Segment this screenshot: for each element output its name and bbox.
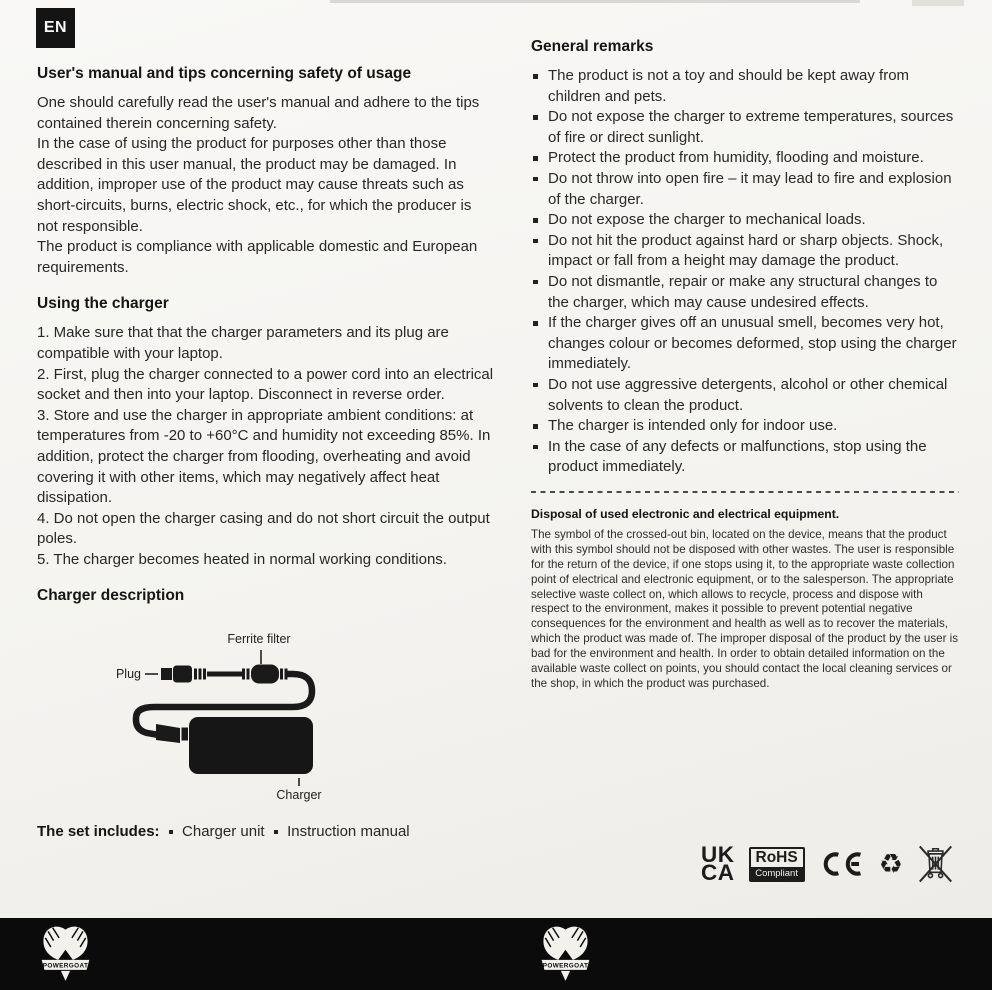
remarks-section-title: General remarks <box>531 38 654 55</box>
left-column <box>37 63 495 840</box>
ukca-line: CA <box>701 860 735 885</box>
safety-section-title: User's manual and tips concerning safety of usage <box>37 65 412 82</box>
using-step: 1. Make sure that that the charger parameters and its plug are compatible with your laptop. <box>37 324 449 362</box>
disposal-paragraph: The symbol of the crossed-out bin, located on the device, means that the product with this symbol should not be disposed with other wastes. The user is responsible for the return of the device, if one stops using it, to the appropriate waste collection point of electrical and electronic equipment, or to the salesperson. The appropriate selective waste collect on, which allows to recycle, process and dispose with respect to the environment, makes it possible to prevent potential negative consequences for the environment and health as well as to recover the materials, which the product was made of. The improper disposal of the product by the user is bad for the environment and health. In order to obtain detailed information on the available waste collect on points, you should contact the local cleaning services or the shop, in which the product was purchased. <box>531 527 959 690</box>
brand-name: POWERGOAT <box>542 962 589 970</box>
list-item: Do not hit the product against hard or sharp objects. Shock, impact or fall from a height may damage the product. <box>531 231 959 272</box>
set-includes-line <box>37 823 495 840</box>
using-step: 5. The charger becomes heated in normal working conditions. <box>37 550 447 568</box>
list-item: Do not expose the charger to mechanical loads. <box>531 210 959 231</box>
dc-connector-icon <box>156 724 188 743</box>
using-section-title: Using the charger <box>37 295 169 313</box>
powergoat-logo <box>38 922 93 983</box>
set-includes-item: Charger unit <box>182 823 265 841</box>
certification-badges <box>701 843 954 885</box>
set-includes-label: The set includes: <box>37 823 160 841</box>
cable-ribs <box>242 669 250 680</box>
bullet-square-icon <box>274 830 279 835</box>
weee-bin-icon <box>917 843 954 885</box>
rohs-subtitle: Compliant <box>751 867 803 880</box>
footer-bar <box>0 918 992 990</box>
disposal-section-title: Disposal of used electronic and electrical equipment. <box>531 506 840 521</box>
plug-label: Plug <box>115 667 141 682</box>
remarks-list <box>531 66 959 478</box>
list-item: Do not use aggressive detergents, alcohol or other chemical solvents to clean the product. <box>531 375 959 416</box>
safety-paragraph: One should carefully read the user's manual and adhere to the tips contained therein concerning safety. <box>37 94 480 132</box>
language-badge: EN <box>36 8 75 48</box>
list-item: Do not dismantle, repair or make any structural changes to the charger, which may cause undesired effects. <box>531 272 959 313</box>
dashed-divider <box>531 491 959 493</box>
list-item: Do not expose the charger to extreme temperatures, sources of fire or direct sunlight. <box>531 107 959 148</box>
list-item: The product is not a toy and should be kept away from children and pets. <box>531 66 959 107</box>
right-column <box>531 36 959 692</box>
list-item: Protect the product from humidity, flooding and moisture. <box>531 148 959 169</box>
list-item: The charger is intended only for indoor use. <box>531 416 959 437</box>
using-step: 2. First, plug the charger connected to a power cord into an electrical socket and then into your laptop. Disconnect in reverse order. <box>37 365 494 404</box>
ukca-line: UK <box>701 841 735 867</box>
charger-label: Charger <box>276 788 322 803</box>
using-step: 4. Do not open the charger casing and do not short circuit the output poles. <box>37 509 490 548</box>
ce-mark-icon <box>819 850 865 878</box>
list-item: In the case of any defects or malfunctions, stop using the product immediately. <box>531 437 959 478</box>
ukca-mark-icon <box>701 841 735 885</box>
rohs-mark-icon <box>749 847 805 882</box>
using-step: 3. Store and use the charger in appropriate ambient conditions: at temperatures from -20 to +60°C and humidity not exceeding 85%. In addition, protect the charger from flooding, overheating and avoid covering it with other items, which may negatively affect heat dissipation. <box>37 406 491 507</box>
safety-paragraph: The product is compliance with applicable domestic and European requirements. <box>37 238 478 276</box>
safety-paragraph: In the case of using the product for purposes other than those described in this user manual, the product may be damaged. In addition, improper use of the product may cause threats such as short-circuits, burns, electric shock, etc., for which the producer is not responsible. <box>37 135 472 235</box>
recycling-icon: ♻ <box>878 848 903 880</box>
plug-connector-icon <box>161 666 206 683</box>
ferrite-filter-label: Ferrite filter <box>227 632 291 647</box>
ferrite-filter-icon <box>251 665 279 684</box>
powergoat-logo <box>538 922 593 983</box>
scan-artifact-corner <box>912 0 964 6</box>
bullet-square-icon <box>169 830 174 835</box>
charger-brick-icon <box>189 717 313 774</box>
list-item: If the charger gives off an unusual smell, becomes very hot, changes colour or becomes deformed, stop using the charger immediately. <box>531 313 959 375</box>
charger-diagram <box>37 616 495 808</box>
set-includes-item: Instruction manual <box>287 823 410 841</box>
brand-name: POWERGOAT <box>42 962 89 970</box>
scan-artifact-top <box>330 0 860 3</box>
list-item: Do not throw into open fire – it may lead to fire and explosion of the charger. <box>531 169 959 210</box>
rohs-title: RoHS <box>755 848 798 866</box>
description-section-title: Charger description <box>37 587 185 605</box>
